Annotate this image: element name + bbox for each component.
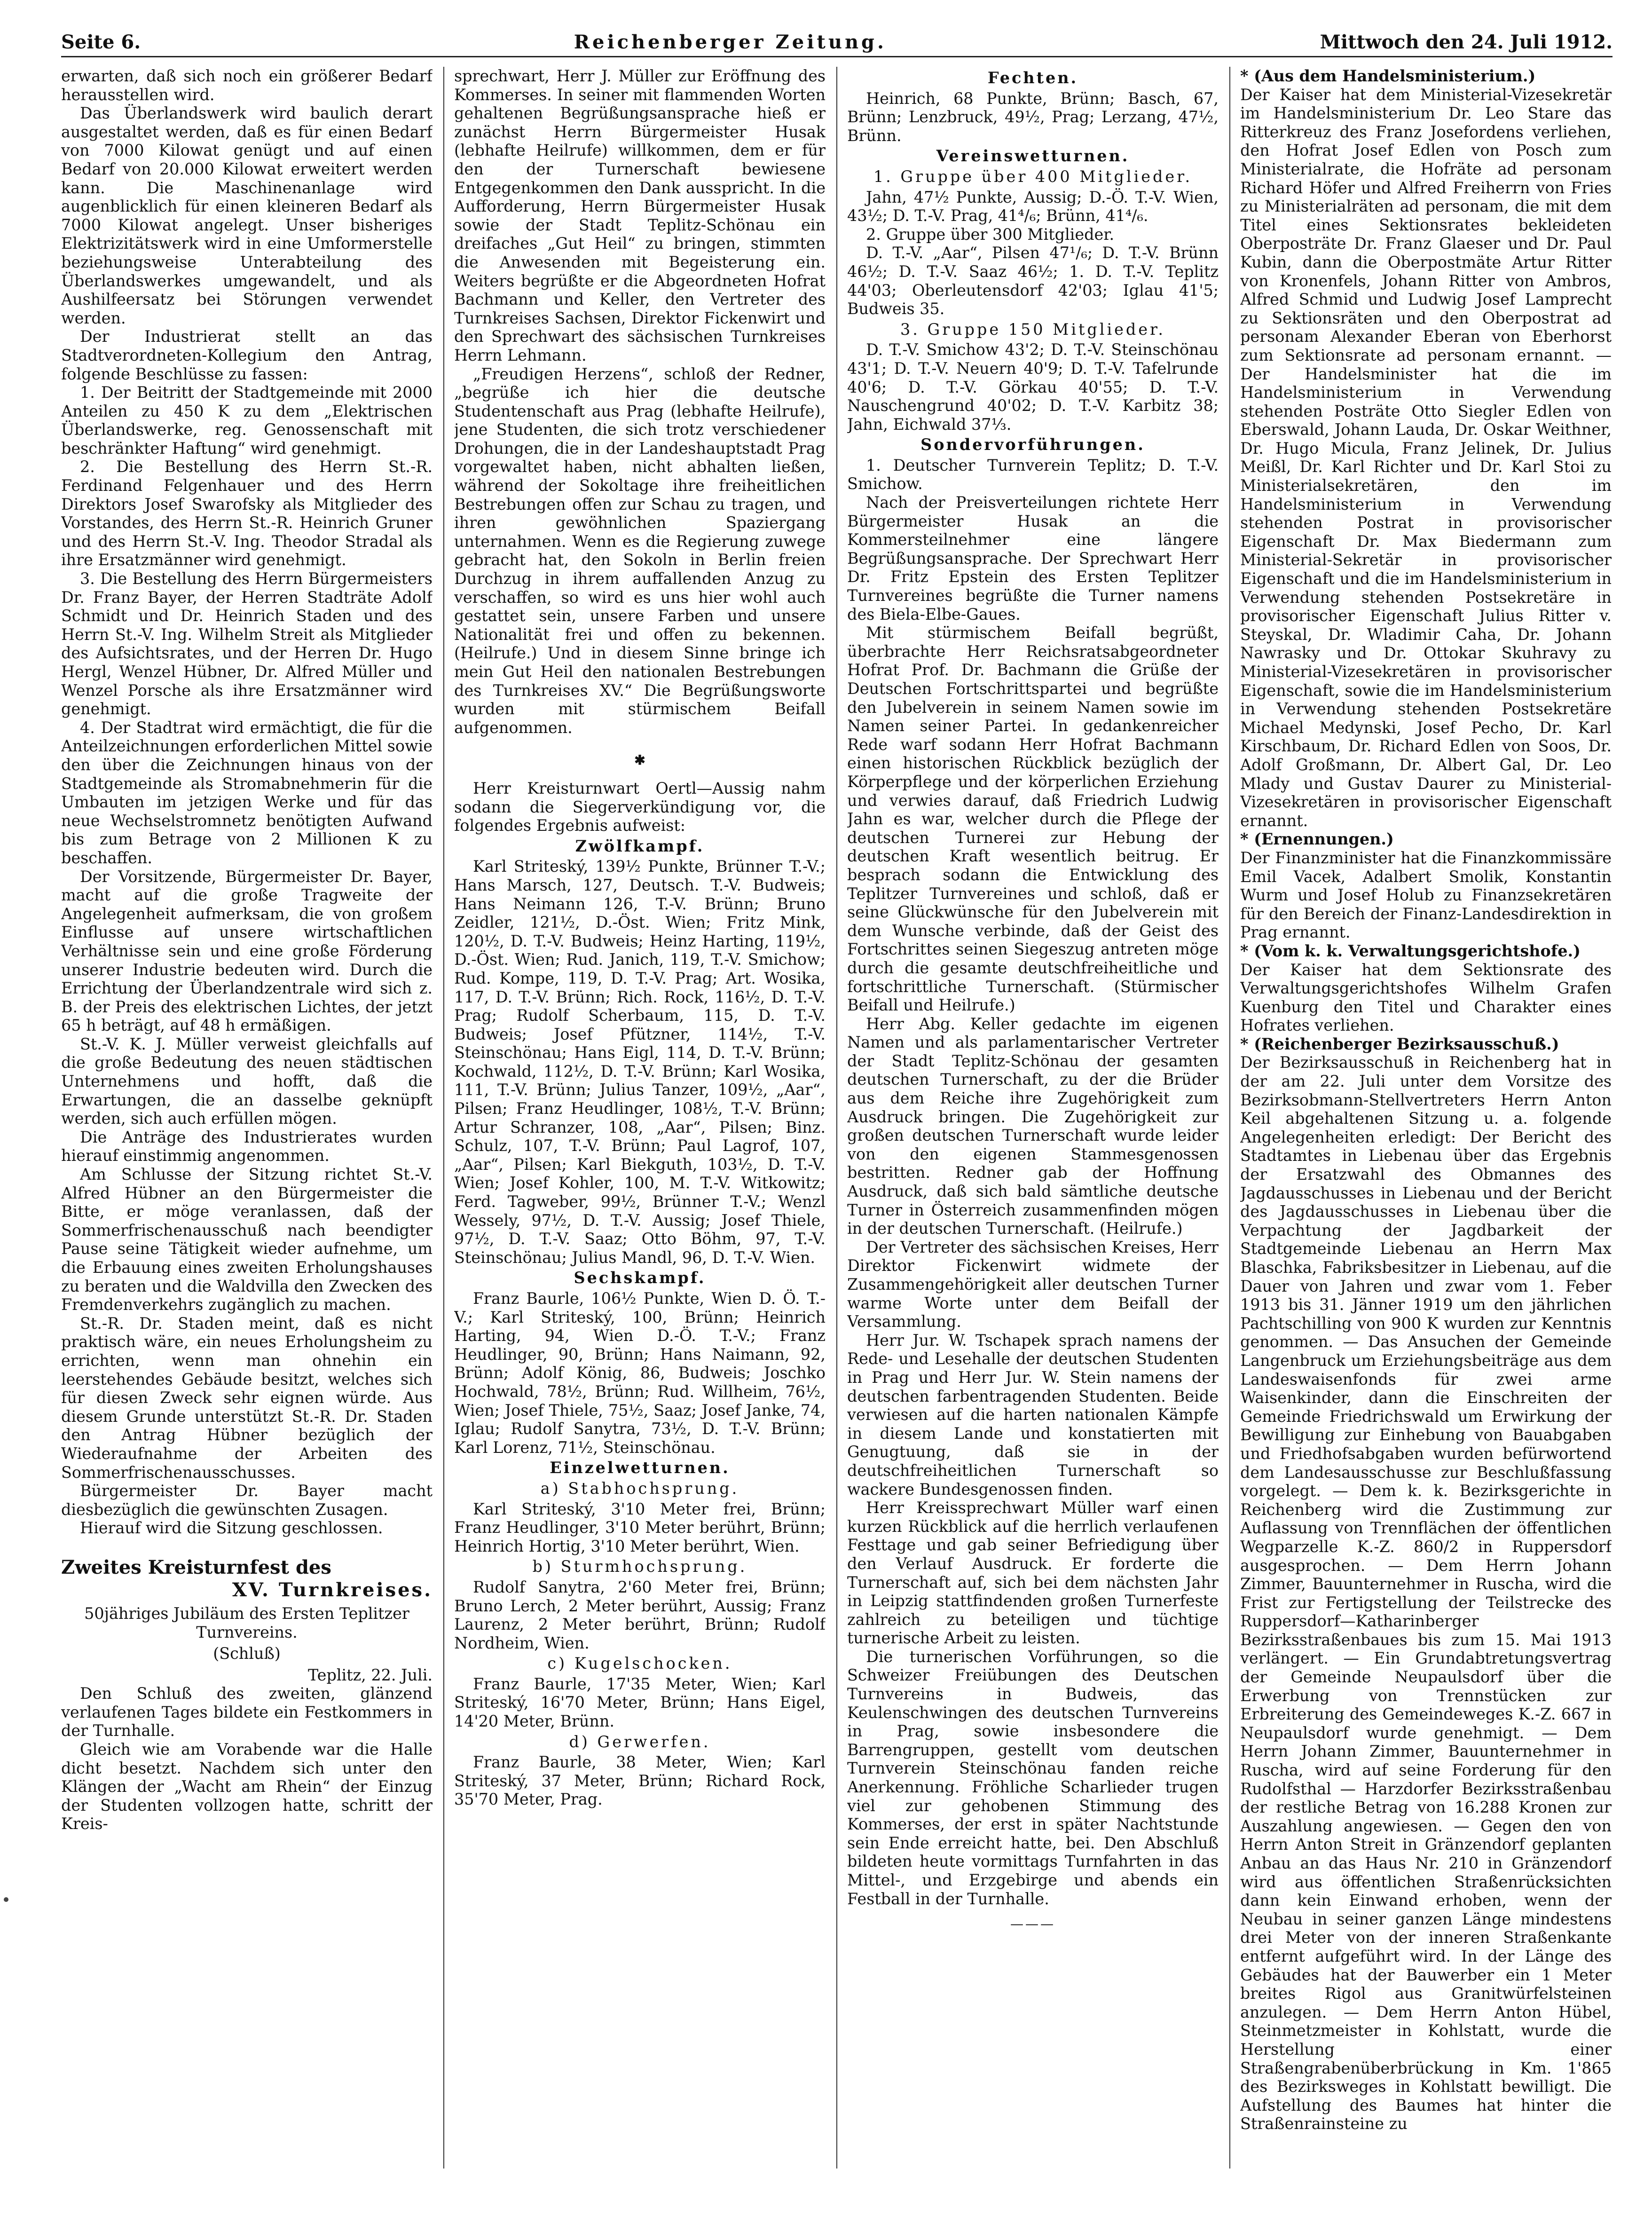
news-rubric: * (Aus dem Handelsministerium.)	[1240, 67, 1536, 85]
paragraph: Herr Jur. W. Tschapek sprach namens der Rede- und Lesehalle der deutschen Studenten in Prag und Herr Jur. W. Stein namens der deutschen farbentragenden Studenten. Beide verwiesen auf die harten nationalen Kämpfe in diesem Lande und konstatierten mit Genugtuung, daß sie in der deutschfreiheitlichen Turnerschaft so wackere Bundesgenossen finden.	[847, 1331, 1219, 1498]
article-headline: XV. Turnkreises.	[232, 1578, 433, 1601]
results-list: Karl Striteský, 139½ Punkte, Brünner T.-V.; Hans Marsch, 127, Deutsch. T.-V. Budweis; Hans Neimann 126, T.-V. Brünn; Bruno Zeidler, 121½, D.-Öst. Wien; Fritz Mink, 120½, D. T.-V. Budweis; Heinz Harting, 119½, D.-Öst. Wien; Rud. Janich, 119, T.-V. Smichow; Rud. Kompe, 119, D. T.-V. Prag; Art. Wosika, 117, D. T.-V. Brünn; Rich. Rock, 116½, D. T.-V. Prag; Rudolf Scherbaum, 115, D. T.-V. Budweis; Josef Pfützner, 114½, T.-V. Steinschönau; Hans Eigl, 114, D. T.-V. Brünn; Kochwald, 112½, D. T.-V. Brünn; Karl Wosika, 111, T.-V. Brünn; Julius Tanzer, 109½, „Aar“, Pilsen; Franz Heudlinger, 108½, T.-V. Brünn; Artur Schranzer, 108, „Aar“, Pilsen; Binz. Schulz, 107, T.-V. Brünn; Paul Lagrof, 107, „Aar“, Pilsen; Karl Biekguth, 103½, D. T.-V. Wien; Josef Kohler, 100, M. T.-V. Witkowitz; Ferd. Tagweber, 99½, Brünner T.-V.; Wenzl Wessely, 97½, D. T.-V. Aussig; Josef Thiele, 97½, D. T.-V. Saaz; Otto Böhm, 97, T.-V. Steinschönau; Julius Mandl, 96, D. T.-V. Wien.	[454, 857, 826, 1267]
newspaper-title: Reichenberger Zeitung.	[574, 31, 887, 53]
column-rule	[836, 67, 837, 2169]
scan-speck	[4, 1897, 8, 1902]
results-list: 2. Gruppe über 300 Mitglieder.	[866, 225, 1115, 244]
section-separator: ✱	[634, 752, 645, 768]
news-rubric: * (Ernennungen.)	[1240, 830, 1394, 849]
section-heading: Fechten.	[987, 69, 1078, 87]
section-subheading: 1. Gruppe über 400 Mitglieder.	[873, 167, 1193, 186]
paragraph: Der Bezirksausschuß in Reichenberg hat in der am 22. Juli unter dem Vorsitze des Bezirksobmann-Stellvertreters Herrn Anton Keil abgehaltenen Sitzung u. a. folgende Angelegenheiten erledigt: Der Bericht des Stadtamtes in Liebenau über das Ergebnis der Ersatzwahl des Obmannes des Jagdausschusses in Liebenau und der Bericht des Jagdausschusses in Liebenau über die Verpachtung der Jagdbarkeit der Stadtgemeinde Liebenau an Herrn Max Blaschka, Fabriksbesitzer in Liebenau, auf die Dauer von Jahren und zwar vom 1. Feber 1913 bis 31. Jänner 1919 um den jährlichen Pachtschilling von 900 K wurden zur Kenntnis genommen. — Das Ansuchen der Gemeinde Langenbruck um Erziehungsbeiträge aus dem Landeswaisenfonds für zwei arme Waisenkinder, dann die Einschreiten der Gemeinde Friedrichswald um Erwirkung der Bewilligung zur Einhebung von Bauabgaben und Friedhofsabgaben wurden befürwortend dem Landesausschusse zur Beschlußfassung vorgelegt. — Dem k. k. Bezirksgerichte in Reichenberg wird die Zustimmung zur Auflassung von Trennflächen der öffentlichen Wegparzelle K.-Z. 860/2 in Ruppersdorf ausgesprochen. — Dem Herrn Johann Zimmer, Bauunternehmer in Ruscha, wird die Frist zur Fertigstellung der Teilstrecke des Ruppersdorf—Katharinberger Bezirksstraßenbaues bis zum 15. Mai 1913 verlängert. — Ein Grundabtretungsvertrag der Gemeinde Neupaulsdorf über die Erwerbung von Trennstücken zur Erbreiterung des Gemeindeweges K.-Z. 667 in Neupaulsdorf wurde genehmigt. — Dem Herrn Johann Zimmer, Bauunternehmer in Ruscha, wird auf seine Forderung für den Rudolfsthal — Harzdorfer Bezirksstraßenbau der restliche Betrag von 16.288 Kronen zur Auszahlung angewiesen. — Gegen den von Herrn Anton Streit in Gränzendorf geplanten Anbau an das Haus Nr. 210 in Gränzendorf wird aus öffentlichen Straßenrücksichten dann kein Einwand erhoben, wenn der Neubau in seiner ganzen Länge mindestens drei Meter von der inneren Straßenkante entfernt aufgeführt wird. In der Länge des Gebäudes hat der Bauwerber ein 1 Meter breites Rigol aus Granitwürfelsteinen anzulegen. — Dem Herrn Anton Hübel, Steinmetzmeister in Kohlstatt, wurde die Herstellung einer Straßengrabenüberbrückung in Km. 1'865 des Bezirksweges in Kohlstatt bewilligt. Die Aufstellung des Baumes hat hinter die Straßenrainsteine zu	[1240, 1053, 1612, 2133]
paragraph: Herr Kreissprechwart Müller warf einen kurzen Rückblick auf die herrlich verlaufenen Festtage und gab seiner Befriedigung über den Verlauf Ausdruck. Er forderte die Turnerschaft auf, sich bei dem nächsten Jahr in Leipzig stattfindenden großen Turnerfeste zahlreich zu beteiligen und tüchtige turnerische Arbeit zu leisten.	[847, 1498, 1219, 1648]
column-1	[61, 67, 433, 2169]
paragraph: Das Überlandswerk wird baulich derart ausgestaltet werden, daß es für einen Bedarf von 7000 Kilowat genügt und auf einen Bedarf von 20.000 Kilowat erweitert werden kann. Die Maschinenanlage wird augenblicklich für einen kleineren Bedarf als 7000 Kilowat angelegt. Unser bisheriges Elektrizitätswerk wird in eine Umformerstelle beziehungsweise Unterabteilung des Überlandswerkes umgewandelt, und als Aushilfeersatz bei Störungen verwendet werden.	[61, 104, 433, 327]
newspaper-page	[61, 29, 1613, 2173]
paragraph: Die Anträge des Industrierates wurden hierauf einstimmig angenommen.	[61, 1128, 433, 1165]
results-list: Jahn, 47½ Punkte, Aussig; D.-Ö. T.-V. Wien, 43½; D. T.-V. Prag, 41⁴/₆; Brünn, 41⁴/₆.	[847, 188, 1219, 225]
paragraph: Der Finanzminister hat die Finanzkommissäre Emil Vacek, Adalbert Smolik, Konstantin Wurm und Josef Holub zu Finanzsekretären für den Bereich der Finanz-Landesdirektion in Prag ernannt.	[1240, 848, 1612, 942]
paragraph: sprechwart, Herr J. Müller zur Eröffnung des Kommerses. In seiner mit flammenden Worten gehaltenen Begrüßungsansprache hieß er zunächst Herrn Bürgermeister Husak (lebhafte Heilrufe) willkommen, dem er für den der Turnerschaft bewiesene Entgegenkommen den Dank ausspricht. In die Aufforderung, Herrn Bürgermeister Husak sowie der Stadt Teplitz-Schönau ein dreifaches „Gut Heil“ zu bringen, stimmten die Anwesenden mit Begeisterung ein. Weiters begrüßte er die Abgeordneten Hofrat Bachmann und Keller, den Vertreter des Turnkreises Sachsen, Direktor Fickenwirt und den Sprechwart des sächsischen Turnkreises Herrn Lehmann.	[454, 67, 826, 364]
paragraph: Der Vorsitzende, Bürgermeister Dr. Bayer, macht auf die große Tragweite der Angelegenheit aufmerksam, die von großem Einflusse auf unsere wirtschaftlichen Verhältnisse sein und eine große Förderung unserer Industrie bedeuten wird. Durch die Errichtung der Überlandzentrale wird sich z. B. der Preis des elektrischen Lichtes, der jetzt 65 h beträgt, auf 48 h ermäßigen.	[61, 867, 433, 1035]
paragraph: Herr Kreisturnwart Oertl—Aussig nahm sodann die Siegerverkündigung vor, die folgendes Ergebnis aufweist:	[454, 779, 826, 835]
paragraph: Gleich wie am Vorabende war die Halle dicht besetzt. Nachdem sich unter den Klängen der „Wacht am Rhein“ der Einzug der Studenten vollzogen hatte, schritt der Kreis-	[61, 1740, 433, 1833]
paragraph: Nach der Preisverteilungen richtete Herr Bürgermeister Husak an die Kommersteilnehmer eine längere Begrüßungsansprache. Der Sprechwart Herr Dr. Fritz Epstein des Ersten Teplitzer Turnvereines begrüßte die Turner namens des Biela-Elbe-Gaues.	[847, 493, 1219, 623]
section-subheading: a) Stabhochsprung.	[540, 1479, 739, 1498]
article-subheadline: (Schluß)	[213, 1644, 281, 1663]
paragraph: Am Schlusse der Sitzung richtet St.-V. Alfred Hübner an den Bürgermeister die Bitte, er möge veranlassen, daß der Sommerfrischenausschuß nach beendigter Pause seine Tätigkeit wieder aufnehme, um die Erbauung eines zweiten Erholungshauses zu beraten und die Waldvilla den Zwecken des Fremdenverkehrs zugänglich zu machen.	[61, 1165, 433, 1314]
column-3	[847, 67, 1219, 2169]
paragraph: Hierauf wird die Sitzung geschlossen.	[80, 1519, 383, 1538]
news-rubric: * (Reichenberger Bezirksausschuß.)	[1240, 1034, 1559, 1053]
paragraph: Der Kaiser hat dem Sektionsrate des Verwaltungsgerichtshofes Wilhelm Grafen Kuenburg den Titel und Charakter eines Hofrates verliehen.	[1240, 960, 1612, 1035]
column-2	[454, 67, 826, 2169]
article-columns	[61, 67, 1613, 2169]
section-heading: Sechskampf.	[574, 1269, 706, 1287]
news-rubric: * (Vom k. k. Verwaltungsgerichtshofe.)	[1240, 941, 1581, 960]
page-number: Seite 6.	[61, 31, 141, 53]
results-list: Karl Striteský, 3'10 Meter frei, Brünn; Franz Heudlinger, 3'10 Meter berührt, Brünn; Heinrich Hortig, 3'10 Meter berührt, Wien.	[454, 1499, 826, 1555]
masthead	[61, 29, 1613, 57]
paragraph: „Freudigen Herzens“, schloß der Redner, „begrüße ich hier die deutsche Studentenschaft aus Prag (lebhafte Heilrufe), jene Studenten, die sich trotz verschiedener Drohungen, die in der Landeshauptstadt Prag vorgewaltet haben, nicht abhalten ließen, während der Sokoltage ihre freiheitlichen Bestrebungen offen zur Schau zu tragen, und ihren gewöhnlichen Spaziergang unternahmen. Wenn es die Regierung zuwege gebracht hat, den Sokoln in Berlin freien Durchzug in ihrem auffallenden Anzug zu verschaffen, so wird es uns hier wohl auch gestattet sein, unsere Farben und unsere Nationalität frei und offen zu bekennen. (Heilrufe.) Und in diesem Sinne bringe ich mein Gut Heil den nationalen Bestrebungen des Turnkreises XV.“ Die Begrüßungsworte wurden mit stürmischem Beifall aufgenommen.	[454, 364, 826, 737]
section-heading: Vereinswetturnen.	[936, 147, 1130, 166]
paragraph: Bürgermeister Dr. Bayer macht diesbezüglich die gewünschten Zusagen.	[61, 1482, 433, 1519]
results-list: D. T.-V. „Aar“, Pilsen 47¹/₆; D. T.-V. Brünn 46½; D. T.-V. Saaz 46½; 1. D. T.-V. Teplitz 44'03; Oberleutensdorf 42'03; Iglau 41'5; Budweis 35.	[847, 244, 1219, 318]
results-list: Franz Baurle, 38 Meter, Wien; Karl Striteský, 37 Meter, Brünn; Richard Rock, 35'70 Meter, Prag.	[454, 1753, 826, 1809]
paragraph: Herr Abg. Keller gedachte im eigenen Namen und als parlamentarischer Vertreter der Stadt Teplitz-Schönau der gesamten deutschen Turnerschaft, zu der die Brüder aus dem Reiche ihre Zugehörigkeit zum Ausdruck bringen. Die Zugehörigkeit zur großen deutschen Turnerschaft wurde leider von den eigenen Stammesgenossen bestritten. Redner gab der Hoffnung Ausdruck, daß sich bald sämtliche deutsche Turner in Österreich zusammenfinden mögen in der deutschen Turnerschaft. (Heilrufe.)	[847, 1014, 1219, 1238]
dateline: Teplitz, 22. Juli.	[308, 1665, 433, 1684]
section-heading: Sondervorführungen.	[920, 435, 1145, 454]
results-list: 1. Deutscher Turnverein Teplitz; D. T.-V. Smichow.	[847, 456, 1219, 493]
paragraph: Mit stürmischem Beifall begrüßt, überbrachte Herr Reichsratsabgeordneter Hofrat Prof. Dr. Bachmann die Grüße der Deutschen Fortschrittspartei und begrüßte den Jubelverein in seinem Namen sowie im Namen seiner Partei. In gedankenreicher Rede warf sodann Herr Hofrat Bachmann einen historischen Rückblick bezüglich der Körperpflege und der körperlichen Erziehung und verwies darauf, daß Friedrich Ludwig Jahn es war, welcher durch die Pflege der deutschen Turnerei zur Hebung der deutschen Kraft wesentlich beitrug. Er besprach sodann die Entwicklung des Teplitzer Turnvereines und schloß, daß er seine Glückwünsche für den Jubelverein mit dem Wunsche verbinde, daß der Geist des Fortschrittes seinen Siegeszug antreten möge durch die gesamte deutschfreiheitliche und fortschrittliche Turnerschaft. (Stürmischer Beifall und Heilrufe.)	[847, 623, 1219, 1015]
paragraph: erwarten, daß sich noch ein größerer Bedarf herausstellen wird.	[61, 67, 433, 104]
results-list: Heinrich, 68 Punkte, Brünn; Basch, 67, Brünn; Lenzbruck, 49½, Prag; Lerzang, 47½, Brünn.	[847, 89, 1219, 145]
column-rule	[1229, 67, 1230, 2169]
results-list: Franz Baurle, 106½ Punkte, Wien D. Ö. T.-V.; Karl Striteský, 100, Brünn; Heinrich Harting, 94, Wien D.-Ö. T.-V.; Franz Heudlinger, 90, Brünn; Hans Naimann, 92, Brünn; Adolf König, 86, Budweis; Joschko Hochwald, 78½, Brünn; Rud. Willheim, 76½, Wien; Josef Thiele, 75½, Saaz; Josef Janke, 74, Iglau; Rudolf Sanytra, 73½, D. T.-V. Brünn; Karl Lorenz, 71½, Steinschönau.	[454, 1289, 826, 1457]
article-end-mark: ———	[1010, 1916, 1055, 1932]
section-subheading: 3. Gruppe 150 Mitglieder.	[900, 320, 1165, 339]
paragraph: Den Schluß des zweiten, glänzend verlaufenen Tages bildete ein Festkommers in der Turnhalle.	[61, 1684, 433, 1740]
paragraph: Der Industrierat stellt an das Stadtverordneten-Kollegium den Antrag, folgende Beschlüsse zu fassen:	[61, 327, 433, 383]
paragraph: 3. Die Bestellung des Herrn Bürgermeisters Dr. Franz Bayer, der Herren Stadträte Adolf Schmidt und Dr. Heinrich Staden und des Herrn St.-V. Ing. Wilhelm Streit als Mitglieder des Aufsichtsrates, und der Herren Dr. Hugo Hergl, Wenzel Hübner, Dr. Alfred Müller und Wenzel Porsche als ihre Ersatzmänner wird genehmigt.	[61, 569, 433, 718]
paragraph: St.-R. Dr. Staden meint, daß es nicht praktisch wäre, ein neues Erholungsheim zu errichten, wenn man ohnehin ein leerstehendes Gebäude besitzt, welches sich für diesen Zweck sehr eignen würde. Aus diesem Grunde unterstützt St.-R. Dr. Staden den Antrag Hübner bezüglich der Wiederaufnahme der Arbeiten des Sommerfrischenausschusses.	[61, 1314, 433, 1482]
column-rule	[443, 67, 444, 2169]
article-headline: Zweites Kreisturnfest des	[61, 1556, 331, 1578]
results-list: D. T.-V. Smichow 43'2; D. T.-V. Steinschönau 43'1; D. T.-V. Neuern 40'9; D. T.-V. Tafelrunde 40'6; D. T.-V. Görkau 40'55; D. T.-V. Nauschengrund 40'02; D. T.-V. Karbitz 38; Jahn, Eichwald 37⅓.	[847, 340, 1219, 434]
paragraph: 2. Die Bestellung des Herrn St.-R. Ferdinand Felgenhauer und des Herrn Direktors Josef Swarofsky als Mitglieder des Vorstandes, des Herrn St.-R. Heinrich Gruner und des Herrn St.-V. Ing. Theodor Stradal als ihre Ersatzmänner wird genehmigt.	[61, 457, 433, 569]
section-heading: Einzelwetturnen.	[550, 1459, 730, 1477]
paragraph: 1. Der Beitritt der Stadtgemeinde mit 2000 Anteilen zu 450 K zu dem „Elektrischen Überlandswerke, reg. Genossenschaft mit beschränkter Haftung“ wird genehmigt.	[61, 383, 433, 457]
paragraph: Die turnerischen Vorführungen, so die Schweizer Freiübungen des Deutschen Turnvereins in Budweis, das Keulenschwingen des deutschen Turnvereins in Prag, sowie insbesondere die Barrengruppen, gestellt vom deutschen Turnverein Steinschönau fanden reiche Anerkennung. Fröhliche Scharlieder trugen viel zur gehobenen Stimmung des Kommerses, der erst in später Nachtstunde sein Ende erreicht hatte, bei. Den Abschluß bildeten heute vormittags Turnfahrten in das Mittel-, und Erzgebirge und abends ein Festball in der Turnhalle.	[847, 1647, 1219, 1908]
section-subheading: c) Kugelschocken.	[547, 1654, 732, 1673]
article-subheadline: 50jähriges Jubiläum des Ersten Teplitzer Turnvereins.	[84, 1604, 409, 1641]
issue-date: Mittwoch den 24. Juli 1912.	[1320, 31, 1613, 53]
paragraph: Der Vertreter des sächsischen Kreises, Herr Direktor Fickenwirt widmete der Zusammengehörigkeit aller deutschen Turner warme Worte unter dem Beifall der Versammlung.	[847, 1238, 1219, 1331]
column-4	[1240, 67, 1612, 2169]
paragraph: St.-V. K. J. Müller verweist gleichfalls auf die große Bedeutung des neuen städtischen Unternehmens und hofft, daß die Erwartungen, die an dasselbe geknüpft werden, sich auch erfüllen mögen.	[61, 1034, 433, 1128]
section-heading: Zwölfkampf.	[575, 836, 705, 855]
section-subheading: d) Gerwerfen.	[569, 1732, 711, 1751]
paragraph: 4. Der Stadtrat wird ermächtigt, die für die Anteilzeichnungen erforderlichen Mittel sowie den über die Zeichnungen hinaus von der Stadtgemeinde als Stromabnehmerin für die Umbauten im jetzigen Werke und für das neue Wechselstromnetz benötigten Aufwand bis zum Betrage von 2 Millionen K zu beschaffen.	[61, 718, 433, 867]
results-list: Rudolf Sanytra, 2'60 Meter frei, Brünn; Bruno Lerch, 2 Meter berührt, Aussig; Franz Laurenz, 2 Meter berührt, Brünn; Rudolf Nordheim, Wien.	[454, 1577, 826, 1652]
paragraph: Der Kaiser hat dem Ministerial-Vizesekretär im Handelsministerium Dr. Leo Stare das Ritterkreuz des Franz Josefordens verliehen, den Hofrat Josef Edlen von Posch zum Ministerialrate, die Hofräte ad personam Richard Höfer und Alfred Freiherrn von Fries zu Ministerialräten ad personam, die mit dem Titel eines Sektionsrates bekleideten Oberposträte Dr. Franz Glaeser und Dr. Paul Kubin, dann die Oberpostmäte Artur Ritter von Kronenfels, Johann Ritter von Ambros, Alfred Schmid und Ludwig Josef Lamprecht zu Sektionsräten und den Oberpostrat ad personam Alexander Eberan von Eberhorst zum Sektionsrate ad personam ernannt. — Der Handelsminister hat die im Handelsministerium in Verwendung stehenden Posträte Otto Siegler Edlen von Eberswald, Johann Lauda, Dr. Oskar Weithner, Dr. Hugo Micula, Franz Jelinek, Dr. Julius Meißl, Dr. Karl Richter und Dr. Karl Stoi zu Ministerialsekretären, den im Handelsministerium in Verwendung stehenden Postrat in provisorischer Eigenschaft Dr. Max Biedermann zum Ministerial-Sekretär in provisorischer Eigenschaft und die im Handelsministerium in Verwendung stehenden Postsekretäre in provisorischer Eigenschaft Julius Ritter v. Steyskal, Dr. Wladimir Caha, Dr. Johann Nawrasky und Dr. Ottokar Skuhravy zu Ministerial-Vizesekretären in provisorischer Eigenschaft, sowie die im Handelsministerium in Verwendung stehenden Postsekretäre Michael Medynski, Josef Pecho, Dr. Karl Kirschbaum, Dr. Richard Edlen von Soos, Dr. Adolf Großmann, Dr. Albert Gal, Dr. Leo Mlady und Gustav Daurer zu Ministerial-Vizesekretären in provisorischer Eigenschaft ernannt.	[1240, 85, 1612, 830]
results-list: Franz Baurle, 17'35 Meter, Wien; Karl Striteský, 16'70 Meter, Brünn; Hans Eigel, 14'20 Meter, Brünn.	[454, 1674, 826, 1731]
section-subheading: b) Sturmhochsprung.	[532, 1557, 747, 1576]
